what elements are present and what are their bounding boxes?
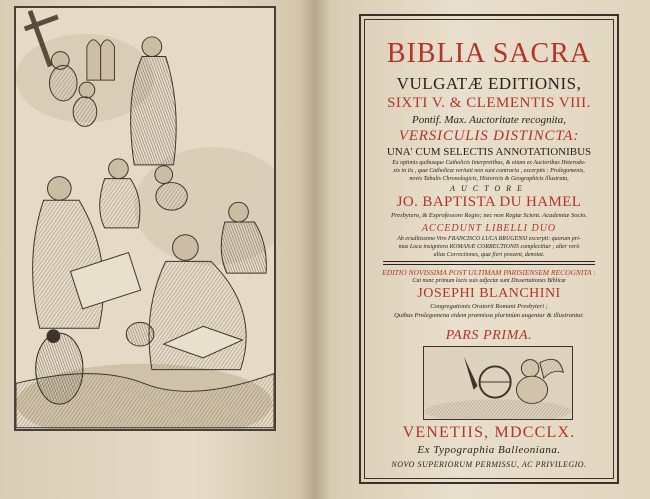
line-cui-nunc: Cui nunc primum locis suis adjectæ sunt Dissertationes Biblicæ bbox=[412, 278, 566, 284]
line-accedunt: ACCEDUNT LIBELLI DUO bbox=[421, 223, 557, 234]
title-page-frame bbox=[359, 14, 619, 484]
author-titles: Presbytero, & Exprofessore Regio; nec non Regiæ Scient. Academiæ Socio. bbox=[390, 212, 588, 219]
right-page bbox=[330, 0, 650, 499]
line-mus-loca: mus Loca insigniora ROMANÆ CORRECTIONIS complectitur ; alter verò bbox=[398, 244, 580, 250]
line-pontif: Pontif. Max. Auctoritate recognita, bbox=[412, 114, 566, 126]
line-ab-eruditissimo: Ab eruditissimo Viro FRANCISCO LUCA BRUGENSI excerpti: quorum pri- bbox=[397, 236, 581, 242]
divider-rule bbox=[383, 261, 595, 262]
line-quibus: Quibus Prolegomena eidem præmissa plurimùm augentur & illustrantur. bbox=[394, 312, 584, 319]
line-xis: xis in iis , quæ Catholicæ veritati non sunt contraria , excerptis : Prolegomenis, bbox=[393, 168, 585, 174]
imprint-place-date: VENETIIS, MDCCLX. bbox=[402, 424, 576, 441]
line-novis-tabulis: novis Tabulis Chronologicis, Historicis & Geographicis illustrata, bbox=[409, 176, 569, 182]
left-page bbox=[0, 0, 312, 499]
volume-label: PARS PRIMA. bbox=[445, 328, 533, 343]
line-ex-optimis: Ex optimis quibusque Catholicis Interpretibus, & etiam ex Auctoribus Heterodo- bbox=[392, 160, 586, 166]
line-editio: EDITIO NOVISSIMA POST ULTIMAM PARISIENSEM RECOGNITA : bbox=[382, 268, 596, 277]
imprint-privilege: NOVO SUPERIORUM PERMISSU, AC PRIVILEGIO. bbox=[391, 460, 587, 469]
subtitle-sixti: SIXTI V. & CLEMENTIS VIII. bbox=[387, 95, 591, 111]
line-auctore: AUCTORE bbox=[450, 184, 528, 193]
line-alias-correctiones: alias Correctiones, quæ fieri possent, denotat. bbox=[433, 252, 545, 258]
divider-rule bbox=[383, 264, 595, 265]
line-congregationis: Congregationis Oratorii Romani Presbyteri ; bbox=[430, 303, 548, 310]
book-title: BIBLIA SACRA bbox=[386, 38, 592, 69]
cherub-vignette bbox=[423, 346, 573, 420]
editor-name: JOSEPHI BLANCHINI bbox=[417, 286, 561, 301]
subtitle-vulgatae: VULGATÆ EDITIONIS, bbox=[396, 74, 582, 93]
line-una-cum: UNA' CUM SELECTIS ANNOTATIONIBUS bbox=[386, 146, 592, 158]
frontispiece-engraving bbox=[14, 6, 276, 431]
author-name: JO. BAPTISTA DU HAMEL bbox=[396, 194, 582, 210]
line-versiculis: VERSICULIS DISTINCTA: bbox=[398, 128, 580, 144]
imprint-printer: Ex Typographia Balleoniana. bbox=[417, 444, 561, 456]
